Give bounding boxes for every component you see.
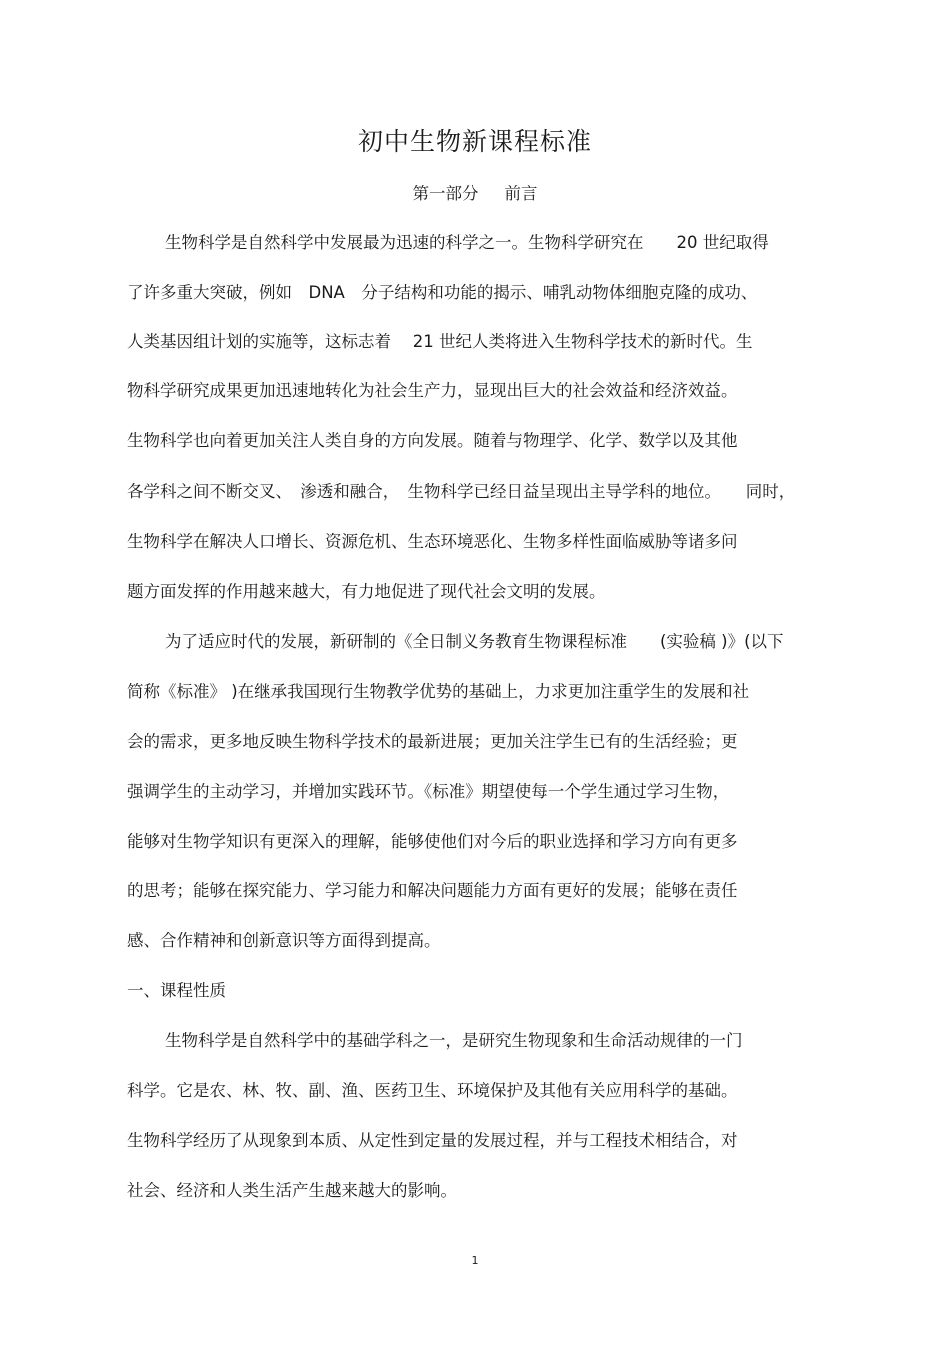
part-label: 第一部分: [412, 184, 479, 203]
text-line: 社会、经济和人类生活产生越来越大的影响。: [127, 1181, 457, 1200]
page-number: 1: [471, 1254, 479, 1267]
text-line: 为了适应时代的发展，新研制的《全日制义务教育生物课程标准 (实验稿 )》(以下: [165, 632, 784, 651]
text-line: 生物科学也向着更加关注人类自身的方向发展。随着与物理学、化学、数学以及其他: [127, 431, 738, 450]
text-line: 了许多重大突破，例如 DNA 分子结构和功能的揭示、哺乳动物体细胞克隆的成功、: [127, 283, 758, 302]
text-line: 感、合作精神和创新意识等方面得到提高。: [127, 931, 441, 950]
text-line: 能够对生物学知识有更深入的理解，能够使他们对今后的职业选择和学习方向有更多: [127, 832, 738, 851]
text-line: 会的需求，更多地反映生物科学技术的最新进展；更加关注学生已有的生活经验；更: [127, 732, 738, 751]
text-line: 题方面发挥的作用越来越大，有力地促进了现代社会文明的发展。: [127, 582, 606, 601]
section-heading: 一、课程性质: [127, 981, 226, 1000]
text-line: 科学。它是农、林、牧、副、渔、医药卫生、环境保护及其他有关应用科学的基础。: [127, 1081, 738, 1100]
text-line: 生物科学经历了从现象到本质、从定性到定量的发展过程，并与工程技术相结合，对: [127, 1131, 738, 1150]
text-line: 强调学生的主动学习，并增加实践环节。《标准》期望使每一个学生通过学习生物，: [127, 782, 730, 801]
text-line: 人类基因组计划的实施等，这标志着 21 世纪人类将进入生物科学技术的新时代。生: [127, 332, 753, 351]
document-title: 初中生物新课程标准: [357, 127, 592, 156]
part-heading: [0, 180, 950, 204]
part-name: 前言: [504, 184, 538, 203]
text-line: 简称《标准》 )在继承我国现行生物教学优势的基础上，力求更加注重学生的发展和社: [127, 682, 750, 701]
text-line: 物科学研究成果更加迅速地转化为社会生产力，显现出巨大的社会效益和经济效益。: [127, 381, 738, 400]
text-line: 的思考；能够在探究能力、学习能力和解决问题能力方面有更好的发展；能够在责任: [127, 881, 738, 900]
text-line: 各学科之间不断交叉、 渗透和融合， 生物科学已经日益呈现出主导学科的地位。 同时，: [127, 482, 796, 501]
text-line: 生物科学是自然科学中的基础学科之一，是研究生物现象和生命活动规律的一门: [165, 1031, 743, 1050]
text-line: 生物科学在解决人口增长、资源危机、生态环境恶化、生物多样性面临威胁等诸多问: [127, 532, 738, 551]
text-line: 生物科学是自然科学中发展最为迅速的科学之一。生物科学研究在 20 世纪取得: [165, 233, 769, 252]
